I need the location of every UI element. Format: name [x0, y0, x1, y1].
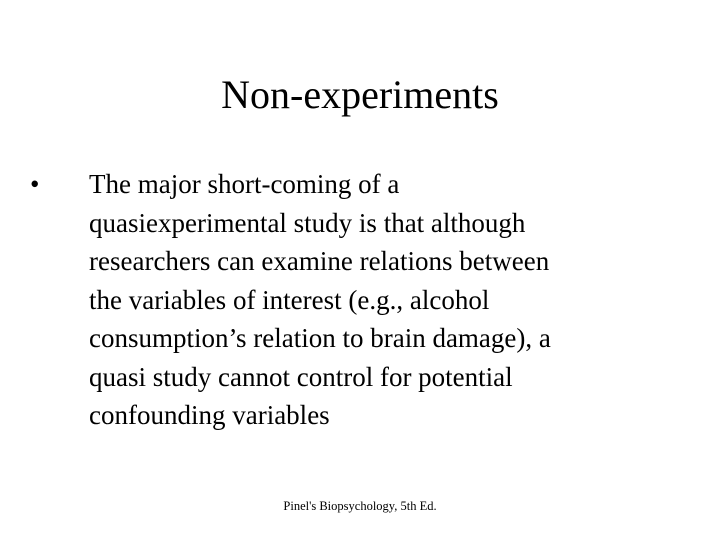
bullet-item [28, 165, 668, 435]
bullet-list [28, 165, 668, 435]
bullet-icon: • [30, 169, 40, 199]
slide-title: Non-experiments [221, 72, 499, 117]
slide-footer: Pinel's Biopsychology, 5th Ed. [283, 499, 437, 513]
bullet-text: The major short-coming of a quasiexperimental study is that although researchers can examine relations between the variables of interest (e.g., alcohol consumption’s relation to brain damage), a quasi study cannot control for potential confounding variables [89, 169, 551, 430]
